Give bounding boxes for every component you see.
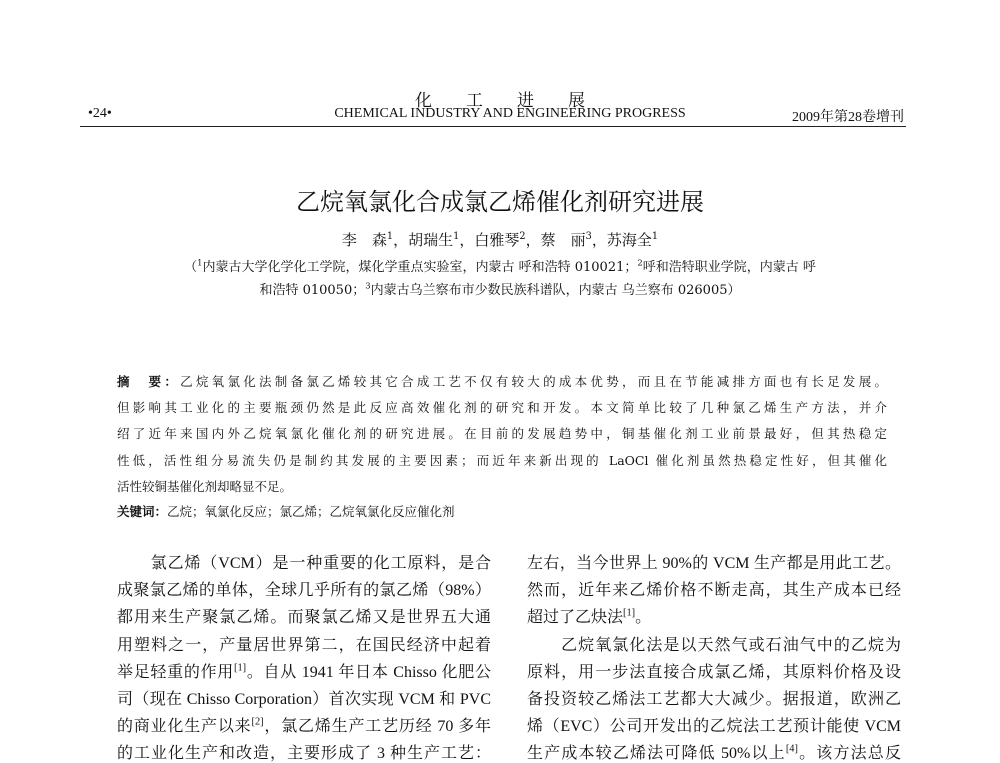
citation: [1] [234, 662, 247, 674]
author-name: 李 森 [341, 231, 387, 249]
separator: ， [591, 231, 607, 249]
separator: ， [459, 231, 475, 249]
body-text-line: 成聚氯乙烯的单体，全球几乎所有的氯乙烯（98%） [117, 582, 491, 600]
author-affiliation-number: 1 [453, 231, 460, 242]
body-text-line: 生产成本较乙烯法可降低 50%以上[4]。该方法总反 [527, 744, 901, 763]
separator: ， [393, 231, 409, 249]
body-text-line: 司（现在 Chisso Corporation）首次实现 VCM 和 PVC [117, 691, 491, 708]
affiliation-line-2 [100, 279, 900, 298]
author-name: 胡瑞生 [408, 231, 454, 249]
body-text-line: 烯（EVC）公司开发出的乙烷法工艺预计能使 VCM [527, 718, 901, 736]
body-text-line: 左右，当今世界上 90%的 VCM 生产都是用此工艺。 [527, 555, 901, 572]
body-text-line: 原料，用一步法直接合成氯乙烯，其原料价格及设 [527, 663, 901, 681]
author-affiliation-number: 3 [585, 231, 592, 242]
abstract-line: 绍了近年来国内外乙烷氧氯化催化剂的研究进展。在目前的发展趋势中，铜基催化剂工业前景最好，但其热稳定 [117, 426, 887, 441]
journal-english-name: CHEMICAL INDUSTRY AND ENGINEERING PROGRESS [334, 106, 686, 121]
author-affiliation-number: 1 [651, 231, 659, 242]
abstract-text: 乙烷氧氯化法制备氯乙烯较其它合成工艺不仅有较大的成本优势，而且在节能减排方面也有长足发展。 [180, 374, 887, 389]
affiliation-line-1 [100, 256, 900, 275]
abstract-line: 活性较铜基催化剂却略显不足。 [117, 479, 293, 494]
affiliation-3: 内蒙古乌兰察布市少数民族科谱队，内蒙古 乌兰察布 026005） [370, 283, 741, 298]
abstract-line: 性低，活性组分易流失仍是制约其发展的主要因素；而近年来新出现的 LaOCl 催化剂虽然热稳定性好，但其催化 [117, 453, 887, 468]
body-text-line: 氯乙烯（VCM）是一种重要的化工原料，是合 [117, 555, 491, 572]
affiliation-2: 呼和浩特职业学院，内蒙古 呼 [642, 260, 816, 275]
author-name: 苏海全 [606, 231, 652, 249]
body-text-line: 乙烷氧氯化法是以天然气或石油气中的乙烷为 [527, 636, 901, 654]
abstract-line: 但影响其工业化的主要瓶颈仍然是此反应高效催化剂的研究和开发。本文简单比较了几种氯乙烯生产方法，并介 [117, 400, 887, 415]
header-rule [80, 126, 906, 127]
affiliation-2-cont: 和浩特 010050； [259, 283, 366, 298]
aff-num: 3 [365, 280, 371, 291]
article-title: 乙烷氧氯化合成氯乙烯催化剂研究进展 [296, 188, 704, 216]
body-text-line: 的商业化生产以来[2]，氯乙烯生产工艺历经 70 多年 [117, 716, 491, 736]
aff-num: 1 [197, 257, 203, 268]
author-affiliation-number: 2 [519, 231, 526, 242]
aff-num: 2 [637, 257, 643, 268]
body-text-line: 的工业化生产和改造，主要形成了 3 种生产工艺： [117, 745, 491, 763]
body-text-line: 用塑料之一，产量居世界第二，在国民经济中起着 [117, 636, 491, 654]
body-text-line: 都用来生产聚氯乙烯。而聚氯乙烯又是世界五大通 [117, 609, 491, 627]
issue-info: 2009年第28卷增刊 [792, 110, 904, 125]
author-name: 白雅琴 [474, 231, 520, 249]
aff-open: （ [184, 260, 198, 275]
author-name: 蔡 丽 [540, 231, 586, 249]
author-affiliation-number: 1 [386, 231, 394, 242]
keywords-label: 关键词： [117, 504, 168, 519]
body-text-line: 备投资较乙烯法工艺都大大减少。据报道，欧洲乙 [527, 691, 901, 708]
author-list [0, 229, 1000, 250]
citation: [1] [623, 608, 636, 620]
keywords [117, 502, 887, 520]
citation: [2] [251, 716, 264, 728]
citation: [4] [785, 744, 798, 756]
affiliation-1: 内蒙古大学化学化工学院，煤化学重点实验室，内蒙古 呼和浩特 010021； [202, 260, 638, 275]
separator: ， [525, 231, 541, 249]
keywords-text: 乙烷；氧氯化反应；氯乙烯；乙烷氧氯化反应催化剂 [167, 504, 455, 519]
body-text-line: 举足轻重的作用[1]。自从 1941 年日本 Chisso 化肥公 [117, 662, 491, 681]
body-text-line: 然而，近年来乙烯价格不断走高，其生产成本已经 [527, 582, 901, 600]
journal-chinese-name: 化工进展 [415, 91, 619, 111]
abstract-line [117, 372, 887, 390]
abstract-label: 摘 要： [117, 374, 181, 389]
page-number: •24• [88, 106, 112, 121]
body-text-line: 超过了乙炔法[1]。 [527, 608, 652, 627]
